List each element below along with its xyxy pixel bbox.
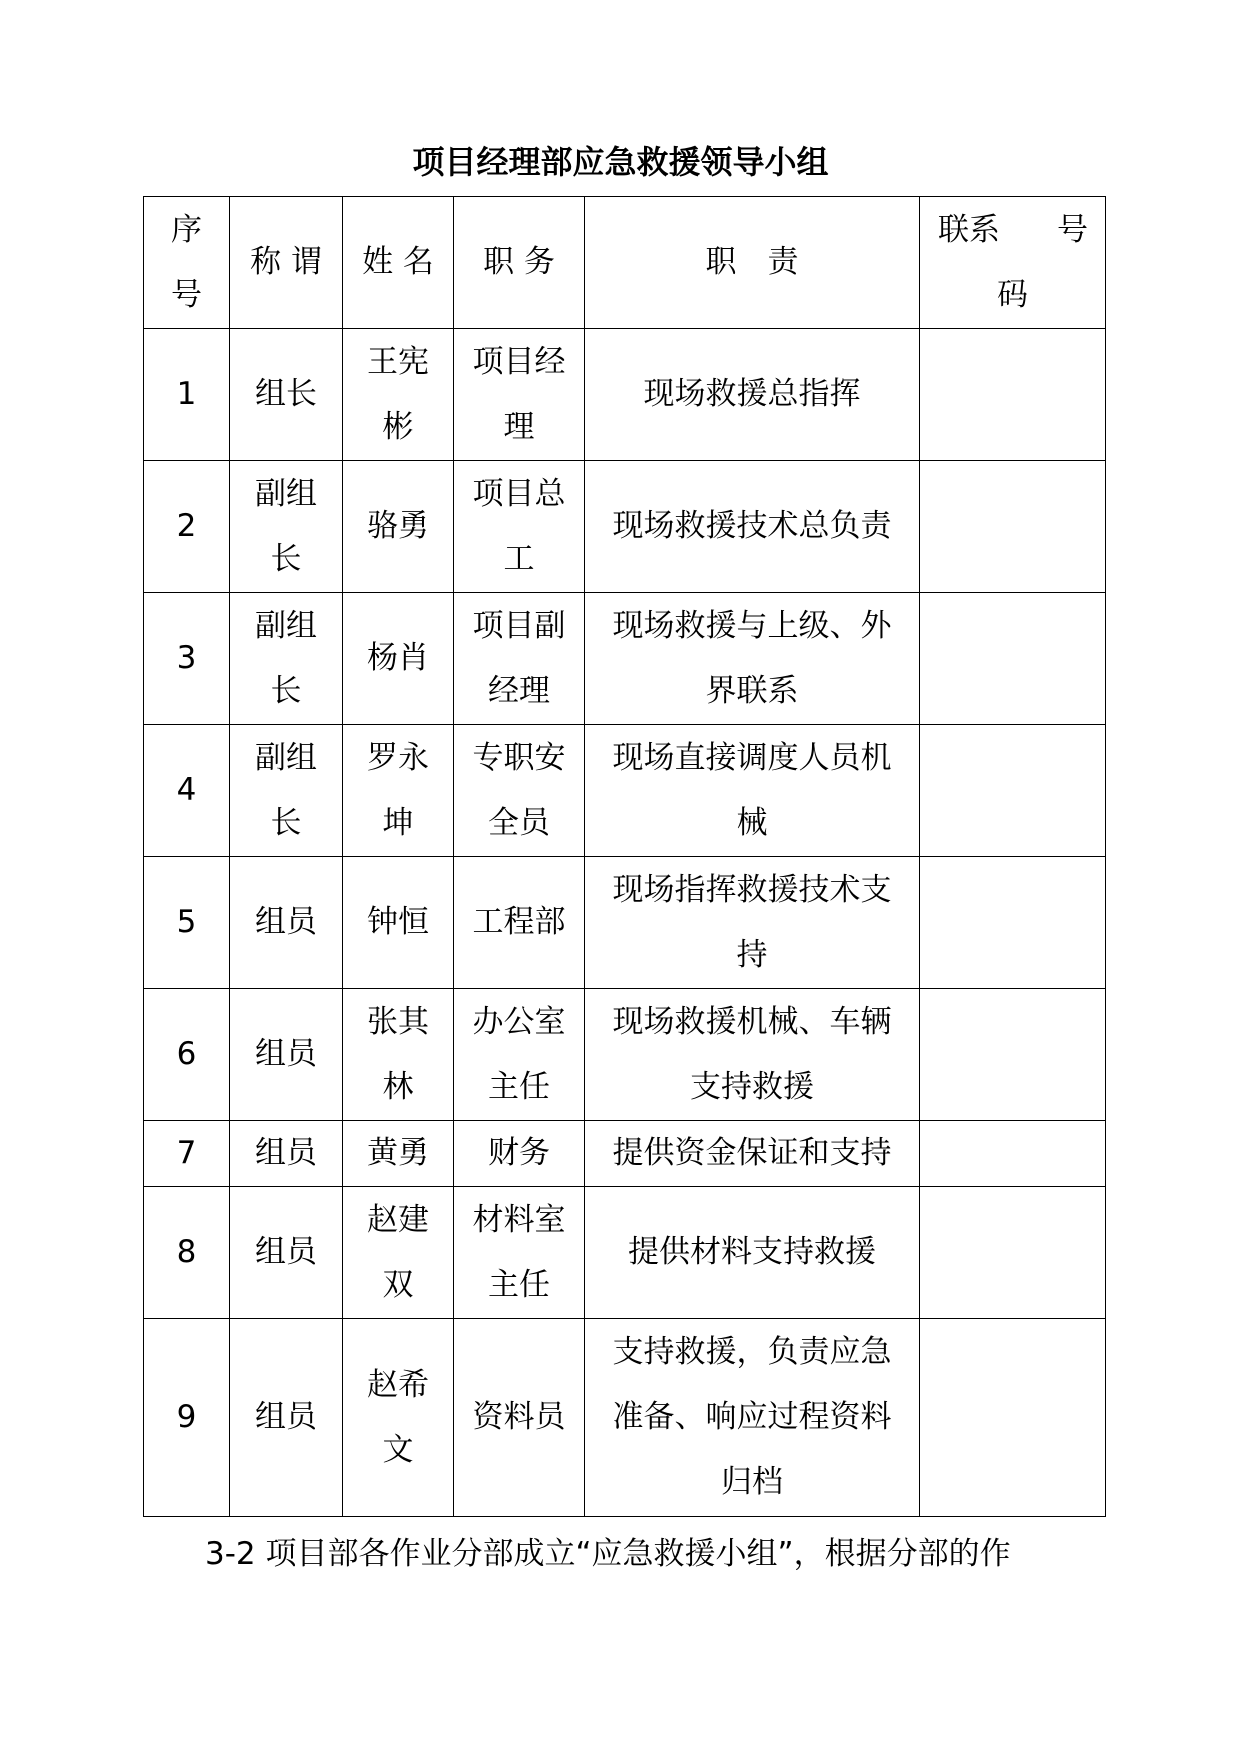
- cell-position: 工程部: [454, 857, 585, 989]
- cell-name: 罗永 坤: [343, 725, 454, 857]
- table-row: [144, 461, 1106, 593]
- table-row: [144, 329, 1106, 461]
- cell-name: 赵建 双: [343, 1187, 454, 1319]
- cell-duty: 现场救援技术总负责: [585, 461, 920, 593]
- cell-role: 组长: [230, 329, 343, 461]
- cell-position: 专职安 全员: [454, 725, 585, 857]
- cell-contact: [920, 461, 1106, 593]
- cell-duty: 提供材料支持救援: [585, 1187, 920, 1319]
- cell-name: 张其 林: [343, 989, 454, 1121]
- cell-index: 5: [144, 857, 230, 989]
- cell-position: 项目经 理: [454, 329, 585, 461]
- cell-contact: [920, 1319, 1106, 1517]
- cell-duty: 现场救援机械、车辆 支持救援: [585, 989, 920, 1121]
- cell-duty: 现场救援与上级、外 界联系: [585, 593, 920, 725]
- cell-contact: [920, 593, 1106, 725]
- cell-duty: 提供资金保证和支持: [585, 1121, 920, 1187]
- cell-name: 赵希 文: [343, 1319, 454, 1517]
- cell-name: 王宪 彬: [343, 329, 454, 461]
- cell-name: 骆勇: [343, 461, 454, 593]
- cell-index: 3: [144, 593, 230, 725]
- header-contact: 联系 号 码: [920, 197, 1106, 329]
- cell-role: 组员: [230, 1319, 343, 1517]
- cell-role: 副组 长: [230, 461, 343, 593]
- cell-index: 2: [144, 461, 230, 593]
- cell-contact: [920, 989, 1106, 1121]
- cell-contact: [920, 857, 1106, 989]
- table-row: [144, 857, 1106, 989]
- header-name: 姓 名: [343, 197, 454, 329]
- cell-contact: [920, 1187, 1106, 1319]
- cell-duty: 支持救援，负责应急 准备、响应过程资料 归档: [585, 1319, 920, 1517]
- cell-position: 材料室 主任: [454, 1187, 585, 1319]
- cell-name: 杨肖: [343, 593, 454, 725]
- cell-role: 组员: [230, 1187, 343, 1319]
- cell-role: 副组 长: [230, 593, 343, 725]
- cell-position: 项目总 工: [454, 461, 585, 593]
- cell-name: 黄勇: [343, 1121, 454, 1187]
- table-header-row: [144, 197, 1106, 329]
- cell-index: 6: [144, 989, 230, 1121]
- table-row: [144, 1121, 1106, 1187]
- header-index: 序 号: [144, 197, 230, 329]
- table-row: [144, 1187, 1106, 1319]
- cell-contact: [920, 725, 1106, 857]
- cell-position: 资料员: [454, 1319, 585, 1517]
- cell-role: 副组 长: [230, 725, 343, 857]
- emergency-team-table: [143, 196, 1106, 1517]
- cell-duty: 现场直接调度人员机 械: [585, 725, 920, 857]
- header-position: 职 务: [454, 197, 585, 329]
- table-row: [144, 593, 1106, 725]
- cell-name: 钟恒: [343, 857, 454, 989]
- cell-role: 组员: [230, 989, 343, 1121]
- cell-index: 1: [144, 329, 230, 461]
- cell-index: 7: [144, 1121, 230, 1187]
- cell-position: 办公室 主任: [454, 989, 585, 1121]
- document-title: 项目经理部应急救援领导小组: [412, 143, 829, 181]
- cell-role: 组员: [230, 1121, 343, 1187]
- cell-index: 8: [144, 1187, 230, 1319]
- cell-index: 4: [144, 725, 230, 857]
- table-row: [144, 725, 1106, 857]
- body-paragraph: 3-2 项目部各作业分部成立“应急救援小组”，根据分部的作: [205, 1536, 1011, 1572]
- header-duty: 职 责: [585, 197, 920, 329]
- cell-contact: [920, 329, 1106, 461]
- table-body: [144, 329, 1106, 1517]
- header-role: 称 谓: [230, 197, 343, 329]
- cell-contact: [920, 1121, 1106, 1187]
- cell-position: 财务: [454, 1121, 585, 1187]
- table-row: [144, 1319, 1106, 1517]
- cell-duty: 现场救援总指挥: [585, 329, 920, 461]
- cell-position: 项目副 经理: [454, 593, 585, 725]
- cell-index: 9: [144, 1319, 230, 1517]
- cell-duty: 现场指挥救援技术支 持: [585, 857, 920, 989]
- table-row: [144, 989, 1106, 1121]
- cell-role: 组员: [230, 857, 343, 989]
